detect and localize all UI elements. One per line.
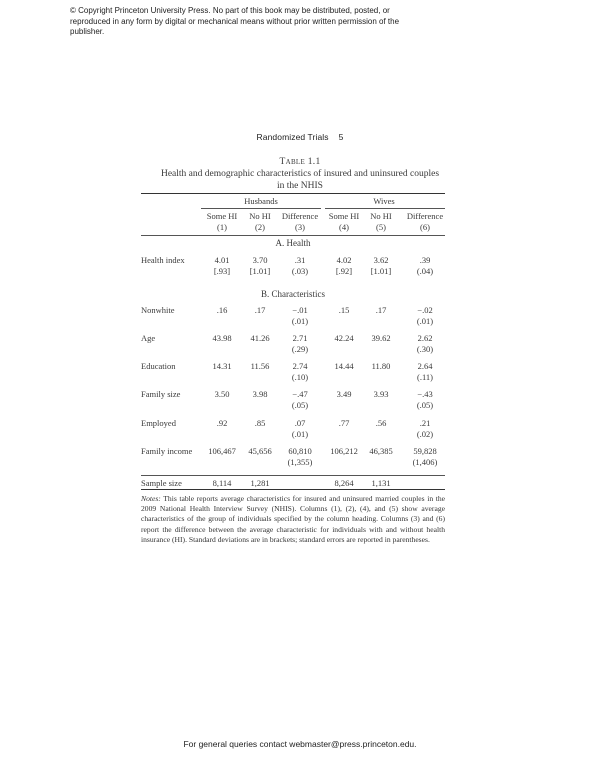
table-cell-value: 14.31 <box>212 361 232 371</box>
column-header-number: (3) <box>295 222 305 232</box>
panel-a-heading: A. Health <box>275 238 311 248</box>
column-header-number: (2) <box>255 222 265 232</box>
table-cell-value: 42.24 <box>334 333 354 343</box>
row-label: Sample size <box>141 478 182 488</box>
table-cell-error: [1.01] <box>249 266 271 276</box>
table-cell-value: .92 <box>216 418 228 428</box>
table-cell-error: (.01) <box>291 429 309 439</box>
footer-contact: For general queries contact webmaster@press.princeton.edu. <box>183 739 417 749</box>
column-header-name: Some HI <box>206 211 238 221</box>
table-cell-value: 8,264 <box>334 478 354 488</box>
notes-label: Notes: <box>141 494 161 503</box>
table-cell-value: 2.71 <box>292 333 308 343</box>
page-number: 5 <box>338 132 344 142</box>
table-cell-error: (.05) <box>416 400 434 410</box>
table-cell-value: 46,385 <box>369 446 393 456</box>
table-cell-value: 59,828 <box>413 446 437 456</box>
group-rule-wives <box>325 208 445 209</box>
table-cell-value: .16 <box>216 305 228 315</box>
column-header-name: No HI <box>370 211 392 221</box>
table-notes <box>141 494 445 545</box>
table-cell-value: 3.93 <box>373 389 389 399</box>
table-cell-value: 3.98 <box>252 389 268 399</box>
running-head-title: Randomized Trials <box>256 132 329 142</box>
table-cell-value: .39 <box>419 255 431 265</box>
row-label: Family income <box>141 446 193 456</box>
column-header-number: (4) <box>339 222 349 232</box>
table-cell-value: 4.01 <box>214 255 230 265</box>
column-header-name: Difference <box>281 211 319 221</box>
header-rule <box>141 235 445 236</box>
table-cell-value: 4.02 <box>336 255 352 265</box>
table-cell-value: −.47 <box>292 389 308 399</box>
table-cell-error: (.11) <box>417 372 433 382</box>
column-header-number: (1) <box>217 222 227 232</box>
table-cell-value: .17 <box>375 305 387 315</box>
row-label: Education <box>141 361 176 371</box>
table-cell-error: (.04) <box>416 266 434 276</box>
table-cell-error: (.01) <box>291 316 309 326</box>
table-cell-value: 14.44 <box>334 361 354 371</box>
table-cell-error: (.02) <box>416 429 434 439</box>
table-cell-error: [.93] <box>213 266 231 276</box>
table-cell-value: 1,131 <box>371 478 391 488</box>
table-cell-error: (.01) <box>416 316 434 326</box>
table-cell-value: 1,281 <box>250 478 270 488</box>
row-label: Age <box>141 333 156 343</box>
table-cell-value: 60,810 <box>288 446 312 456</box>
table-cell-error: (.10) <box>291 372 309 382</box>
table-cell-value: −.01 <box>292 305 308 315</box>
group-header-husbands: Husbands <box>244 196 278 206</box>
table-cell-error: (1,406) <box>412 457 438 467</box>
table-cell-value: .15 <box>338 305 350 315</box>
table-cell-value: .17 <box>254 305 266 315</box>
copyright-notice: © Copyright Princeton University Press. No part of this book may be distributed, posted, or reproduced in any form by digital or mechanical means without prior written permission of the publisher. <box>70 6 400 36</box>
table-cell-value: .07 <box>294 418 306 428</box>
table-bottom-rule <box>141 489 445 490</box>
column-header-name: Difference <box>406 211 444 221</box>
table-cell-value: −.43 <box>417 389 433 399</box>
column-header-name: No HI <box>249 211 271 221</box>
table-cell-value: .85 <box>254 418 266 428</box>
table-caption: Health and demographic characteristics of insured and uninsured couples in the NHIS <box>160 169 440 191</box>
column-header-number: (6) <box>420 222 430 232</box>
table-cell-value: .21 <box>419 418 431 428</box>
running-head <box>0 132 600 142</box>
group-header-wives: Wives <box>373 196 395 206</box>
table-cell-value: 2.64 <box>417 361 433 371</box>
table-cell-error: (.05) <box>291 400 309 410</box>
table-cell-error: (1,355) <box>287 457 313 467</box>
row-label: Nonwhite <box>141 305 175 315</box>
table-cell-value: .31 <box>294 255 306 265</box>
table-cell-value: 2.74 <box>292 361 308 371</box>
row-label: Employed <box>141 418 176 428</box>
table-cell-value: .77 <box>338 418 350 428</box>
table-cell-value: −.02 <box>417 305 433 315</box>
table-cell-value: 106,212 <box>330 446 358 456</box>
table-cell-value: 3.70 <box>252 255 268 265</box>
table-top-rule <box>141 193 445 194</box>
row-label: Family size <box>141 389 181 399</box>
table-cell-error: (.29) <box>291 344 309 354</box>
table-cell-value: 41.26 <box>250 333 270 343</box>
table-cell-error: [1.01] <box>370 266 392 276</box>
table-label: Table 1.1 <box>279 157 321 167</box>
notes-text: This table reports average characteristics for insured and uninsured married couples in the 2009 National Health Interview Survey (NHIS). Columns (1), (2), (4), and (5) show average characteristics of the group of individuals specified by the column heading. Columns (3) and (6) report the difference between the average characteristic for individuals with and without health insurance (HI). Standard deviations are in brackets; standard errors are reported in parentheses. <box>141 494 445 544</box>
table-cell-value: 3.49 <box>336 389 352 399</box>
table-cell-value: 8,114 <box>212 478 232 488</box>
table-cell-value: 43.98 <box>212 333 232 343</box>
column-header-number: (5) <box>376 222 386 232</box>
table-cell-value: 3.62 <box>373 255 389 265</box>
table-cell-error: (.03) <box>291 266 309 276</box>
table-cell-error: (.30) <box>416 344 434 354</box>
table-cell-value: 3.50 <box>214 389 230 399</box>
column-header-name: Some HI <box>328 211 360 221</box>
table-cell-value: 11.80 <box>371 361 391 371</box>
group-rule-husbands <box>201 208 321 209</box>
table-cell-value: 106,467 <box>208 446 236 456</box>
table-cell-error: [.92] <box>335 266 353 276</box>
table-cell-value: 45,656 <box>248 446 272 456</box>
panel-b-heading: B. Characteristics <box>261 289 325 299</box>
table-cell-value: .56 <box>375 418 387 428</box>
table-cell-value: 39.62 <box>371 333 391 343</box>
row-label: Health index <box>141 255 185 265</box>
table-cell-value: 11.56 <box>250 361 270 371</box>
table-cell-value: 2.62 <box>417 333 433 343</box>
sample-size-rule <box>141 475 445 476</box>
